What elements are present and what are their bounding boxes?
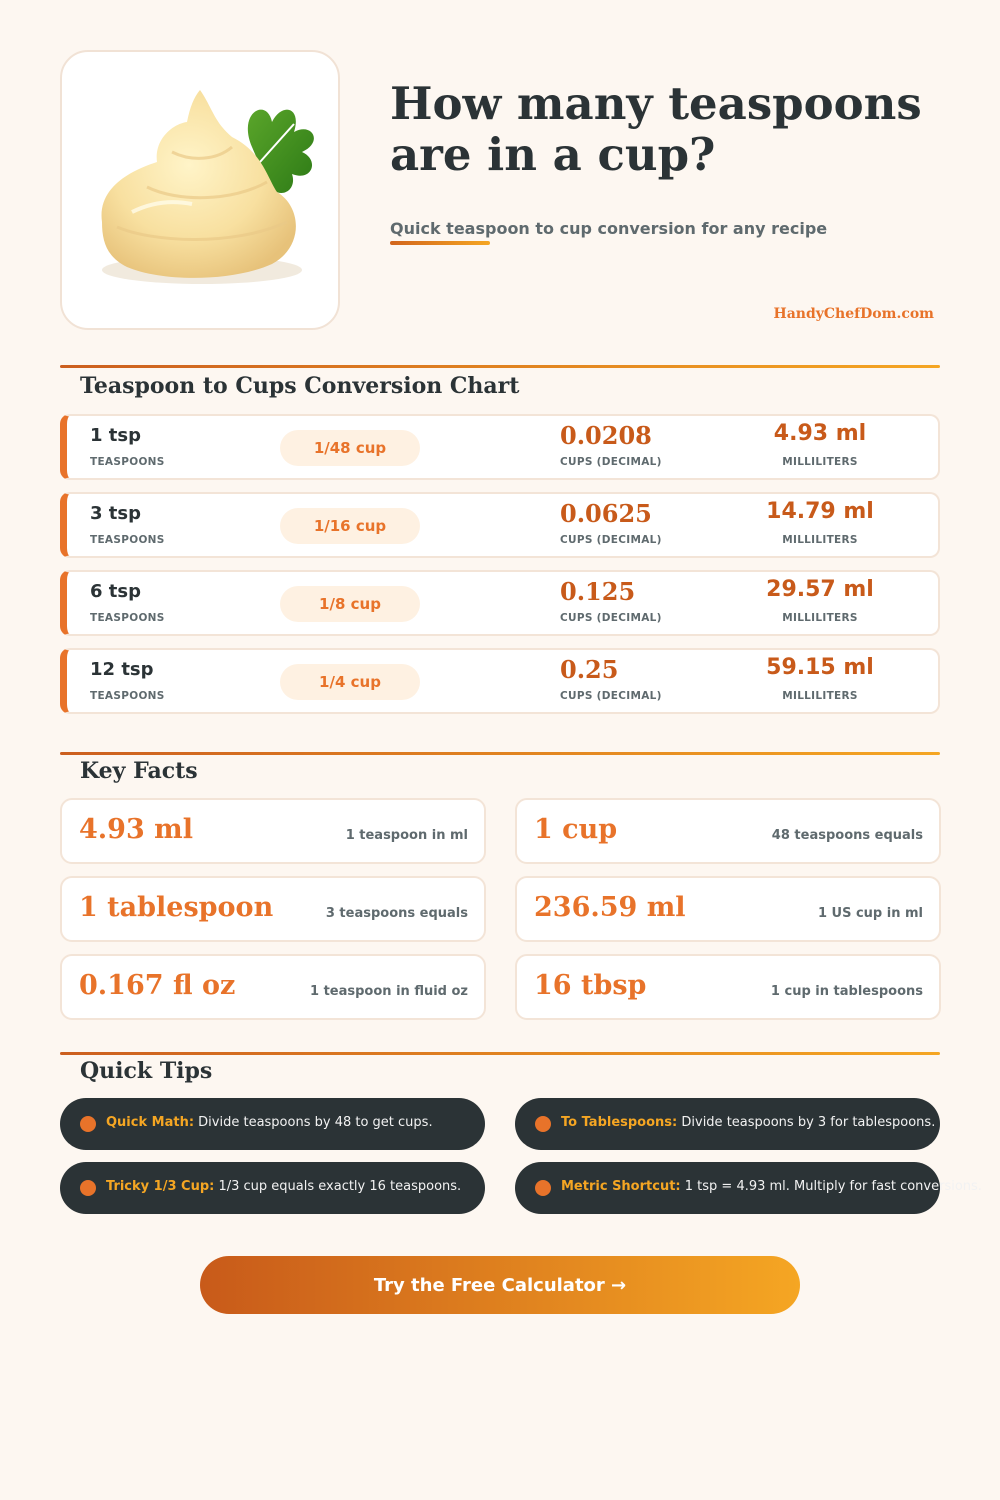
cups-decimal-value: 0.0208	[560, 421, 652, 450]
milliliters-value: 29.57 ml	[766, 577, 874, 602]
milliliters-value: 14.79 ml	[766, 499, 874, 524]
milliliters-label: MILLILITERS	[782, 456, 858, 468]
teaspoons-label: TEASPOONS	[90, 534, 165, 546]
fact-description: 1 cup in tablespoons	[770, 984, 923, 999]
tip-key: Tricky 1/3 Cup:	[106, 1179, 215, 1194]
mayonnaise-parsley-illustration	[62, 52, 340, 330]
tips-section-title: Quick Tips	[80, 1058, 213, 1084]
cups-decimal-label: CUPS (DECIMAL)	[560, 612, 662, 624]
milliliters-label: MILLILITERS	[782, 612, 858, 624]
bullet-dot-icon	[535, 1116, 551, 1132]
teaspoon-value: 3 tsp	[90, 503, 141, 524]
page-subtitle: Quick teaspoon to cup conversion for any recipe	[390, 219, 828, 238]
tip-text	[561, 1179, 982, 1194]
tip-key: Metric Shortcut:	[561, 1179, 681, 1194]
tip-pill	[60, 1098, 485, 1150]
teaspoon-value: 6 tsp	[90, 581, 141, 602]
bullet-dot-icon	[80, 1116, 96, 1132]
cups-decimal-label: CUPS (DECIMAL)	[560, 534, 662, 546]
tip-pill	[515, 1098, 940, 1150]
cups-decimal-value: 0.125	[560, 577, 636, 606]
milliliters-value: 59.15 ml	[766, 655, 874, 680]
fact-description: 1 US cup in ml	[817, 906, 923, 921]
section-divider	[60, 1052, 940, 1055]
fact-value: 1 cup	[534, 814, 618, 845]
section-divider	[60, 365, 940, 368]
fact-card	[60, 798, 486, 864]
fact-card	[60, 876, 486, 942]
cups-decimal-value: 0.0625	[560, 499, 652, 528]
teaspoons-label: TEASPOONS	[90, 690, 165, 702]
conversion-row	[60, 648, 940, 714]
conversion-row	[60, 492, 940, 558]
tip-text	[561, 1115, 935, 1130]
fact-description: 3 teaspoons equals	[325, 906, 468, 921]
fact-value: 1 tablespoon	[79, 892, 274, 923]
tip-body: 1/3 cup equals exactly 16 teaspoons.	[214, 1179, 462, 1194]
facts-section-title: Key Facts	[80, 758, 198, 784]
tip-text	[106, 1179, 461, 1194]
cups-decimal-label: CUPS (DECIMAL)	[560, 456, 662, 468]
tip-pill	[515, 1162, 982, 1214]
cup-fraction-badge: 1/16 cup	[280, 508, 420, 544]
fact-description: 1 teaspoon in fluid oz	[310, 984, 468, 999]
fact-value: 236.59 ml	[534, 892, 686, 923]
fact-description: 1 teaspoon in ml	[345, 828, 468, 843]
cups-decimal-label: CUPS (DECIMAL)	[560, 690, 662, 702]
tip-body: Divide teaspoons by 3 for tablespoons.	[677, 1115, 936, 1130]
milliliters-label: MILLILITERS	[782, 534, 858, 546]
fact-card	[515, 798, 941, 864]
milliliters-value: 4.93 ml	[773, 421, 867, 446]
fact-card	[515, 876, 941, 942]
subtitle-underline	[390, 241, 490, 245]
tip-key: Quick Math:	[106, 1115, 195, 1130]
teaspoon-value: 12 tsp	[90, 659, 154, 680]
page-title: How many teaspoons are in a cup?	[390, 77, 922, 181]
tip-pill	[60, 1162, 485, 1214]
cup-fraction-badge: 1/48 cup	[280, 430, 420, 466]
brand-link[interactable]: HandyChefDom.com	[773, 306, 934, 322]
try-calculator-button[interactable]: Try the Free Calculator →	[200, 1256, 800, 1314]
cups-decimal-value: 0.25	[560, 655, 619, 684]
cup-fraction-badge: 1/4 cup	[280, 664, 420, 700]
fact-value: 16 tbsp	[534, 970, 647, 1001]
fact-card	[60, 954, 486, 1020]
teaspoons-label: TEASPOONS	[90, 456, 165, 468]
bullet-dot-icon	[535, 1180, 551, 1196]
tip-key: To Tablespoons:	[561, 1115, 678, 1130]
bullet-dot-icon	[80, 1180, 96, 1196]
hero-image-card	[60, 50, 340, 330]
teaspoon-value: 1 tsp	[90, 425, 141, 446]
conversion-section-title: Teaspoon to Cups Conversion Chart	[80, 373, 520, 399]
tip-body: 1 tsp = 4.93 ml. Multiply for fast conversions.	[680, 1179, 982, 1194]
fact-description: 48 teaspoons equals	[771, 828, 923, 843]
fact-value: 0.167 fl oz	[79, 970, 236, 1001]
fact-value: 4.93 ml	[79, 814, 193, 845]
fact-card	[515, 954, 941, 1020]
tip-text	[106, 1115, 433, 1130]
section-divider	[60, 752, 940, 755]
teaspoons-label: TEASPOONS	[90, 612, 165, 624]
conversion-row	[60, 570, 940, 636]
tip-body: Divide teaspoons by 48 to get cups.	[194, 1115, 433, 1130]
cup-fraction-badge: 1/8 cup	[280, 586, 420, 622]
milliliters-label: MILLILITERS	[782, 690, 858, 702]
conversion-row	[60, 414, 940, 480]
